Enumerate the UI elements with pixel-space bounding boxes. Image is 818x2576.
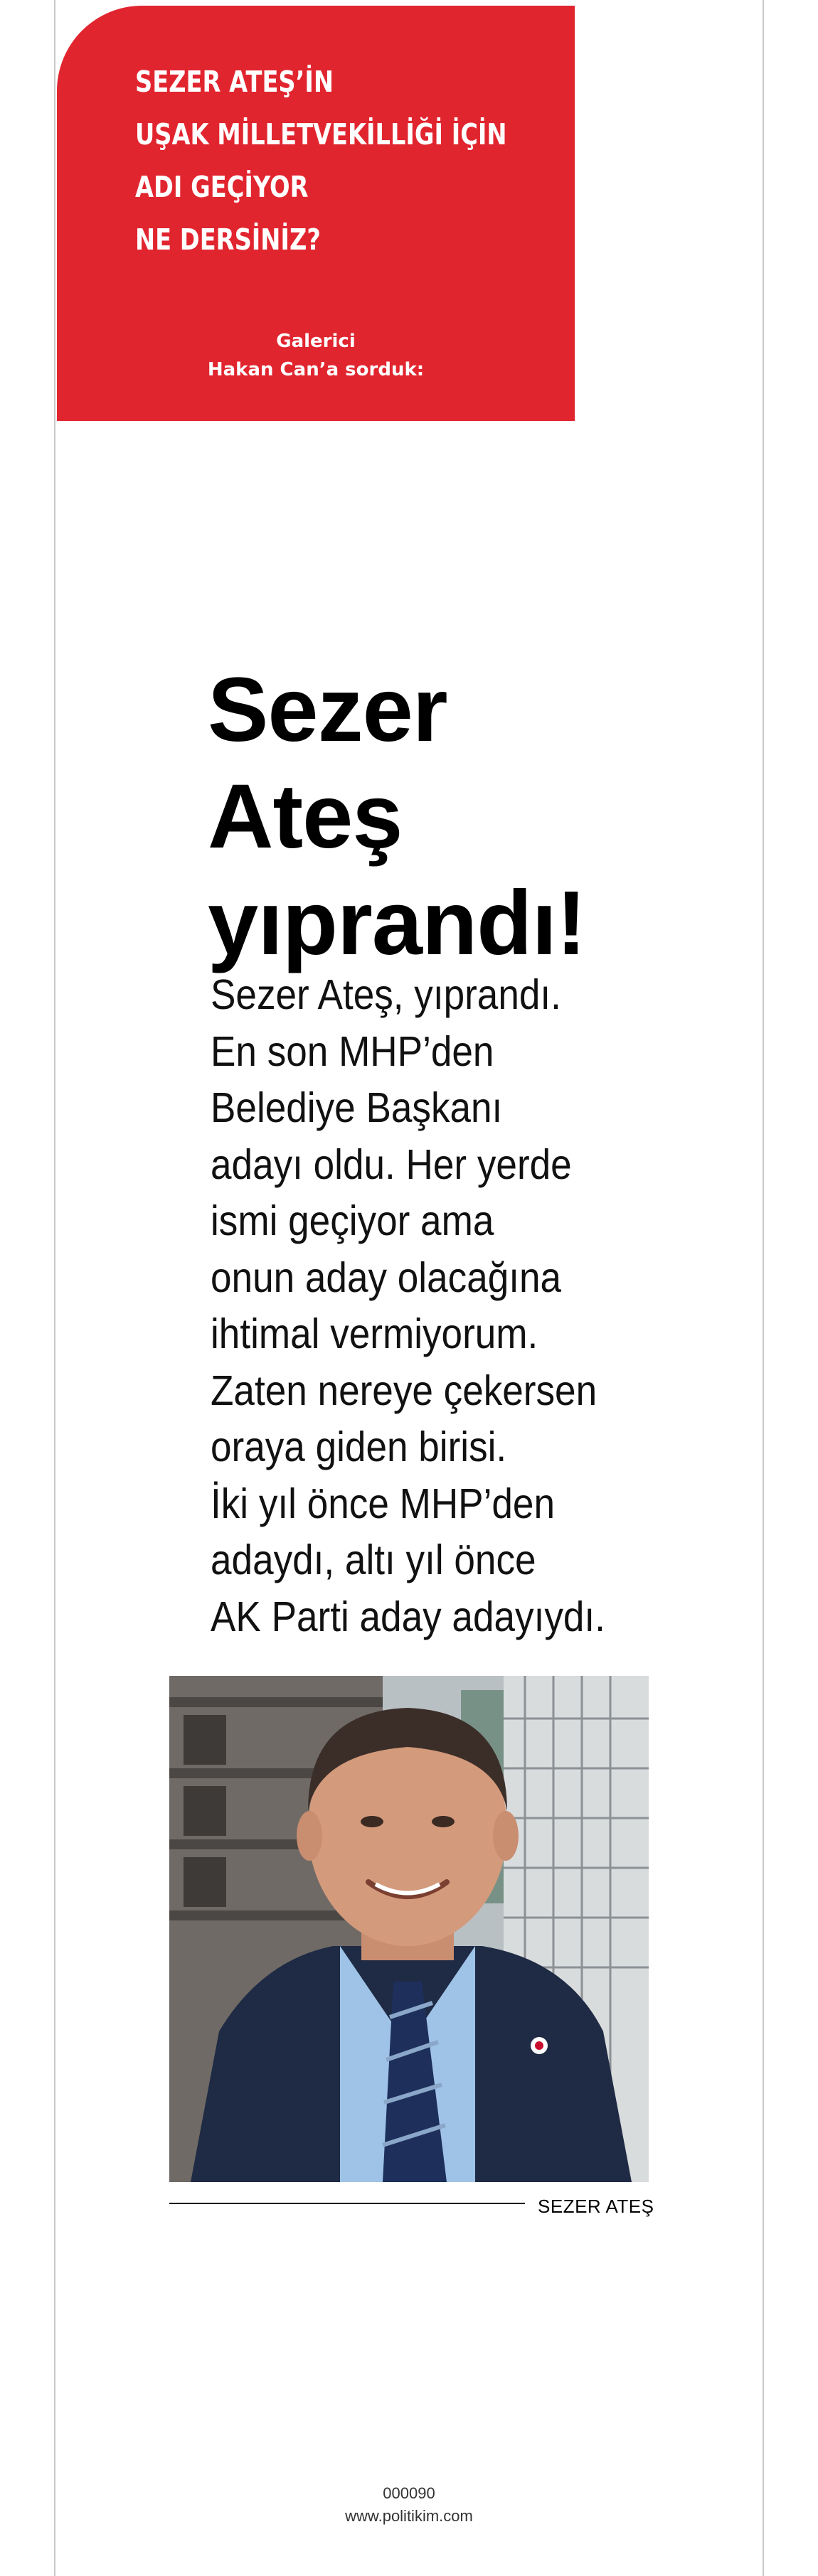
page-rule-left — [54, 0, 55, 2576]
body-line: onun aday olacağına — [211, 1254, 562, 1301]
body-line: oraya giden birisi. — [211, 1423, 507, 1470]
title-line: Sezer — [208, 659, 447, 761]
photo-caption: SEZER ATEŞ — [538, 2196, 654, 2217]
body-line: Belediye Başkanı — [211, 1084, 503, 1131]
caption-rule — [169, 2203, 525, 2204]
body-line: Sezer Ateş, yıprandı. — [211, 971, 561, 1018]
headline-line: UŞAK MİLLETVEKİLLİĞİ İÇİN — [135, 117, 507, 151]
question-headline — [135, 55, 507, 266]
title-line: Ateş — [208, 766, 403, 867]
footer-code: 000090 — [383, 2484, 435, 2502]
interviewee-credit — [57, 327, 575, 384]
page-rule-right — [763, 0, 764, 2576]
body-line: ismi geçiyor ama — [211, 1197, 494, 1244]
body-line: adaydı, altı yıl önce — [211, 1536, 536, 1583]
body-line: İki yıl önce MHP’den — [211, 1480, 556, 1527]
portrait-illustration — [169, 1676, 649, 2182]
headline-line: NE DERSİNİZ? — [135, 223, 321, 257]
article-body — [211, 967, 659, 1645]
headline-line: SEZER ATEŞ’İN — [135, 65, 334, 99]
portrait-photo — [169, 1676, 649, 2182]
headline-line: ADI GEÇİYOR — [135, 170, 309, 204]
credit-line: Galerici — [276, 331, 356, 352]
credit-line: Hakan Can’a sorduk: — [207, 359, 425, 380]
body-line: ihtimal vermiyorum. — [211, 1310, 538, 1357]
body-line: AK Parti aday adayıydı. — [211, 1593, 605, 1640]
body-line: En son MHP’den — [211, 1027, 494, 1075]
footer-url[interactable]: www.politikim.com — [345, 2507, 473, 2525]
title-line: yıprandı! — [208, 872, 586, 974]
article-title — [208, 657, 586, 977]
body-line: Zaten nereye çekersen — [211, 1367, 597, 1414]
body-line: adayı oldu. Her yerde — [211, 1140, 572, 1188]
question-box — [57, 6, 575, 421]
